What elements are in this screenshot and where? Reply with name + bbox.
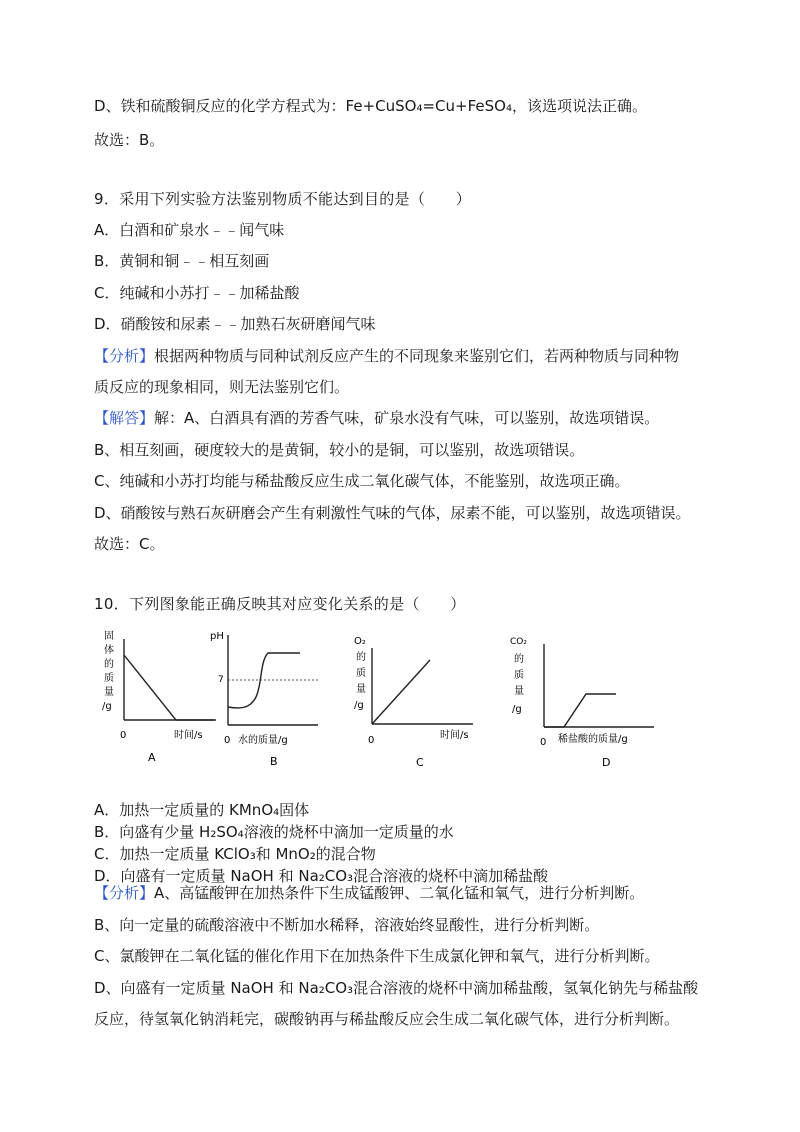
answer-tag: 【解答】 xyxy=(94,409,155,427)
graph-c-xlabel: 时间/s xyxy=(440,730,469,741)
analysis-paragraph xyxy=(94,883,644,903)
text-line: D、铁和硫酸铜反应的化学方程式为：Fe+CuSO₄=Cu+FeSO₄，该选项说法正确。 xyxy=(94,97,647,115)
option-b: B．黄铜和铜﹣﹣相互刻画 xyxy=(94,252,270,270)
graph-b-caption: B xyxy=(270,755,278,768)
analysis-text: D、向盛有一定质量 NaOH 和 Na₂CO₃混合溶液的烧杯中滴加稀盐酸，氢氧化钠先与稀盐酸 xyxy=(94,979,699,997)
analysis-tag: 【分析】 xyxy=(94,347,155,365)
analysis-text: B、向一定量的硫酸溶液中不断加水稀释，溶液始终显酸性，进行分析判断。 xyxy=(94,916,600,934)
analysis-text: 反应，待氢氧化钠消耗完，碳酸钠再与稀盐酸反应会生成二氧化碳气体，进行分析判断。 xyxy=(94,1010,680,1028)
option-a: A．加热一定质量的 KMnO₄固体 xyxy=(94,801,310,819)
graph-a-origin: 0 xyxy=(120,730,127,741)
svg-text:体: 体 xyxy=(104,645,114,656)
analysis-text: C、氯酸钾在二氧化锰的催化作用下在加热条件下生成氯化钾和氧气，进行分析判断。 xyxy=(94,947,660,965)
graph-c-caption: C xyxy=(416,756,424,769)
option-d: D．向盛有一定质量 NaOH 和 Na₂CO₃混合溶液的烧杯中滴加稀盐酸 xyxy=(94,867,549,885)
svg-text:/g: /g xyxy=(354,700,364,711)
svg-text:/g: /g xyxy=(102,701,112,712)
graph-a-curve xyxy=(124,655,214,720)
graph-c-origin: 0 xyxy=(368,735,375,746)
analysis-tag: 【分析】 xyxy=(94,884,155,902)
answer-text: B、相互刻画，硬度较大的是黄铜，较小的是铜，可以鉴别，故选项错误。 xyxy=(94,441,585,459)
graph-a-xlabel: 时间/s xyxy=(174,730,203,741)
answer-paragraph xyxy=(94,408,659,428)
svg-text:/g: /g xyxy=(512,704,522,715)
question-10-stem: 10．下列图象能正确反映其对应变化关系的是（ ） xyxy=(94,595,466,613)
answer-text: D、硝酸铵与熟石灰研磨会产生有刺激性气味的气体，尿素不能，可以鉴别，故选项错误。 xyxy=(94,504,691,522)
graph-b-tick: 7 xyxy=(218,675,224,685)
graph-a-ylabel: 固 xyxy=(104,631,114,642)
graph-c-curve xyxy=(372,660,430,724)
graph-d-curve xyxy=(544,694,616,727)
graph-b-ylabel: pH xyxy=(210,631,224,642)
graph-b-xlabel: 水的质量/g xyxy=(238,735,288,746)
graph-d-ylabel: CO₂ xyxy=(510,637,527,647)
option-d: D．硝酸铵和尿素﹣﹣加熟石灰研磨闻气味 xyxy=(94,315,376,333)
analysis-paragraph xyxy=(94,346,679,366)
option-c: C．加热一定质量 KClO₃和 MnO₂的混合物 xyxy=(94,845,376,863)
svg-text:的: 的 xyxy=(356,652,366,663)
answer-text: C、纯碱和小苏打均能与稀盐酸反应生成二氧化碳气体，不能鉴别，故选项正确。 xyxy=(94,472,630,490)
text-line: 故选：B。 xyxy=(94,131,165,149)
answer-text: 解：A、白酒具有酒的芳香气味，矿泉水没有气味，可以鉴别，故选项错误。 xyxy=(154,409,660,427)
graph-d-caption: D xyxy=(602,756,611,769)
graph-c-ylabel: O₂ xyxy=(354,636,366,647)
analysis-text: A、高锰酸钾在加热条件下生成锰酸钾、二氧化锰和氧气，进行分析判断。 xyxy=(154,884,645,902)
answer-choice: 故选：C。 xyxy=(94,535,165,553)
option-a: A．白酒和矿泉水﹣﹣闻气味 xyxy=(94,221,285,239)
graph-d-origin: 0 xyxy=(540,737,547,748)
svg-text:质: 质 xyxy=(514,670,524,681)
option-c: C．纯碱和小苏打﹣﹣加稀盐酸 xyxy=(94,284,300,302)
graph-a-caption: A xyxy=(148,751,156,764)
svg-text:质: 质 xyxy=(356,668,366,679)
svg-text:量: 量 xyxy=(514,686,524,697)
svg-text:量: 量 xyxy=(356,684,366,695)
graph-b-origin: 0 xyxy=(224,735,231,746)
svg-text:的: 的 xyxy=(514,654,524,665)
option-b: B．向盛有少量 H₂SO₄溶液的烧杯中滴加一定质量的水 xyxy=(94,823,454,841)
analysis-text: 根据两种物质与同种试剂反应产生的不同现象来鉴别它们，若两种物质与同种物 xyxy=(154,347,680,365)
question-9-stem: 9．采用下列实验方法鉴别物质不能达到目的是（ ） xyxy=(94,190,472,208)
graph-d-xlabel: 稀盐酸的质量/g xyxy=(558,734,628,745)
svg-text:质: 质 xyxy=(104,673,114,684)
graph-b xyxy=(208,625,328,775)
graph-d xyxy=(504,632,664,777)
svg-text:量: 量 xyxy=(104,687,114,698)
svg-text:的: 的 xyxy=(104,659,114,670)
analysis-text: 质反应的现象相同，则无法鉴别它们。 xyxy=(94,378,350,396)
graph-c xyxy=(348,630,488,780)
